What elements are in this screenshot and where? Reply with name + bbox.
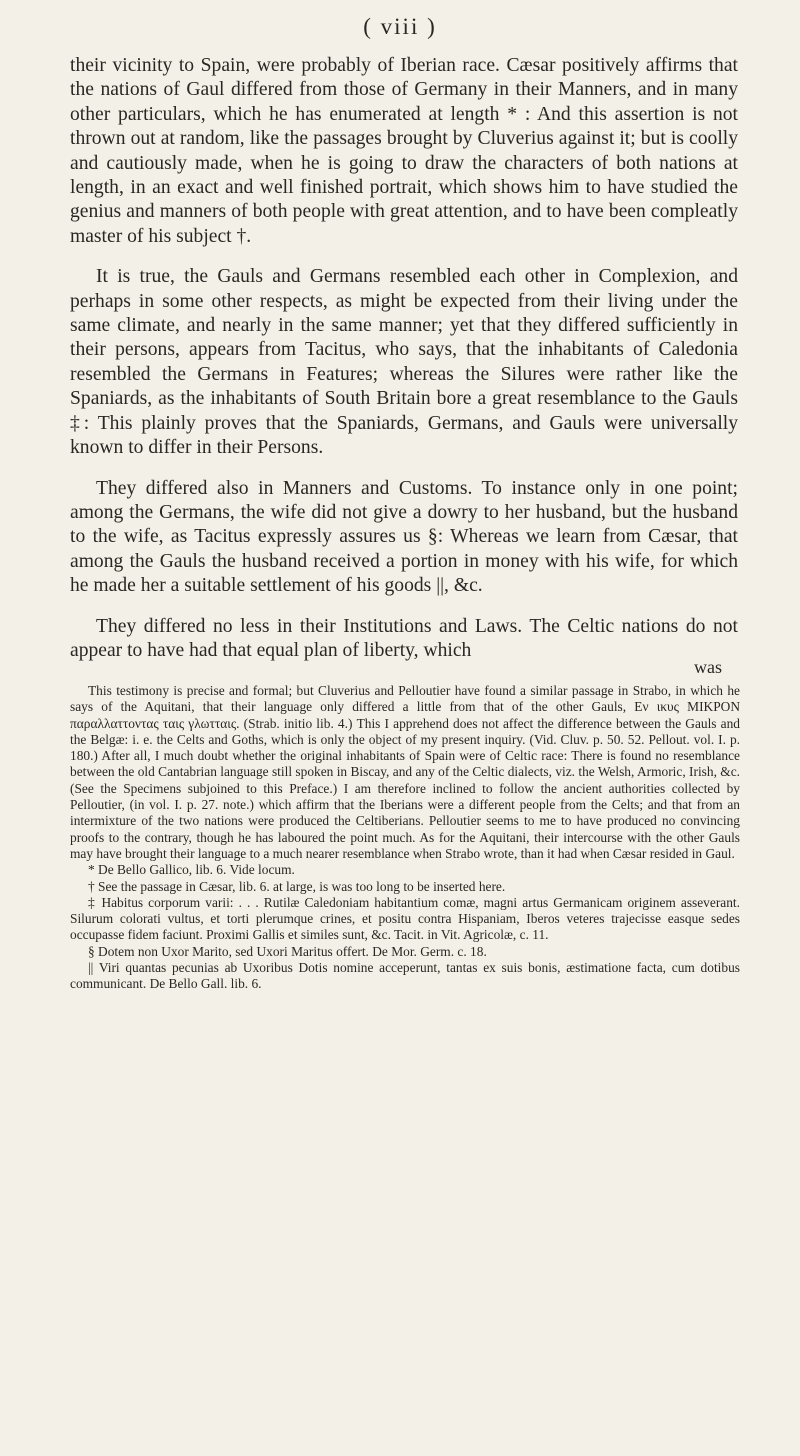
paragraph-3: They differed also in Manners and Customs. To instance only in one point; among the Germans, the wife did not give a dowry to her husband, but the husband to the wife, as Tacitus expressly assures us §: Whereas we learn from Cæsar, that among the Gauls the husband received a portion in money with his wife, for which he made her a suitable settlement of his goods ||, &c. xyxy=(70,477,738,597)
footnote-3: ‡ Habitus corporum varii: . . . Rutilæ Caledoniam habitantium comæ, magni artus Germanicam originem asseverant. Silurum colorati vultus, et torti plerumque crines, et positu contra Hispaniam, Iberos veteres trajecisse easque sedes occupasse fidem faciunt. Proximi Gallis et similes sunt, &c. Tacit. in Vit. Agricolæ, c. 11. xyxy=(70,894,740,943)
paragraph-1: their vicinity to Spain, were probably of Iberian race. Cæsar positively affirms that the nations of Gaul differed from those of Germany in their Manners, and in many other particulars, which he has enumerated at length * : And this assertion is not thrown out at random, like the passages brought by Cluverius against it; but is coolly and cautiously made, when he is going to draw the characters of both nations at length, in an exact and well finished portrait, which shows him to have studied the genius and manners of both people with great attention, and to have been compleatly master of his subject †. xyxy=(70,55,738,247)
footnote-4: § Dotem non Uxor Marito, sed Uxori Maritus offert. De Mor. Germ. c. 18. xyxy=(88,943,487,959)
footnote-continuation: This testimony is precise and formal; but Cluverius and Pelloutier have found a similar passage in Strabo, in which he says of the Aquitani, that their language only differed a little from that of the other Gauls, Εν ικυς ΜΙΚΡΟΝ παραλλαττοντας ταις γλωτταις. (Strab. initio lib. 4.) This I apprehend does not affect the difference between the Gauls and the Belgæ: i. e. the Celts and Goths, which is only the object of my present inquiry. (Vid. Cluv. p. 50. 52. Pellout. vol. I. p. 180.) After all, I much doubt whether the original inhabitants of Spain were of Celtic race: There is found no resemblance between the old Cantabrian language still spoken in Biscay, and any of the Celtic dialects, viz. the Welsh, Armoric, Irish, &c. (See the Specimens subjoined to this Preface.) I am therefore inclined to follow the ancient authorities collected by Pelloutier, (in vol. I. p. 27. note.) which affirm that the Iberians were a different people from the Celts; and that from an intermixture of the two nations were produced the Celtiberians. Pelloutier seems to me to have produced no convincing proofs to the contrary, though he has laboured the point much. As for the Aquitani, their intercourse with the other Gauls may have brought their language to a much nearer resemblance when Strabo wrote, than it had when Cæsar resided in Gaul. xyxy=(70,683,740,861)
main-text xyxy=(70,54,738,679)
catchword: was xyxy=(694,657,722,677)
paragraph-4: They differed no less in their Institutions and Laws. The Celtic nations do not appear to have had that equal plan of liberty, which xyxy=(70,615,738,661)
footnote-1: * De Bello Gallico, lib. 6. Vide locum. xyxy=(88,862,295,878)
page-number: ( viii ) xyxy=(363,14,437,39)
footnotes xyxy=(70,683,740,993)
footnote-5: || Viri quantas pecunias ab Uxoribus Dotis nomine acceperunt, tantas ex suis bonis, æstimatione facta, cum dotibus communicant. De Bello Gall. lib. 6. xyxy=(70,960,740,992)
paragraph-2: It is true, the Gauls and Germans resembled each other in Complexion, and perhaps in some other respects, as might be expected from their living under the same climate, and nearly in the same manner; yet that they differed sufficiently in their persons, appears from Tacitus, who says, that the inhabitants of Caledonia resembled the Germans in Features; whereas the Silures were rather like the Spaniards, as the inhabitants of South Britain bore a great resemblance to the Gauls ‡: This plainly proves that the Spaniards, Germans, and Gauls were universally known to differ in their Persons. xyxy=(70,266,738,459)
footnote-2: † See the passage in Cæsar, lib. 6. at large, is was too long to be inserted here. xyxy=(88,878,506,894)
